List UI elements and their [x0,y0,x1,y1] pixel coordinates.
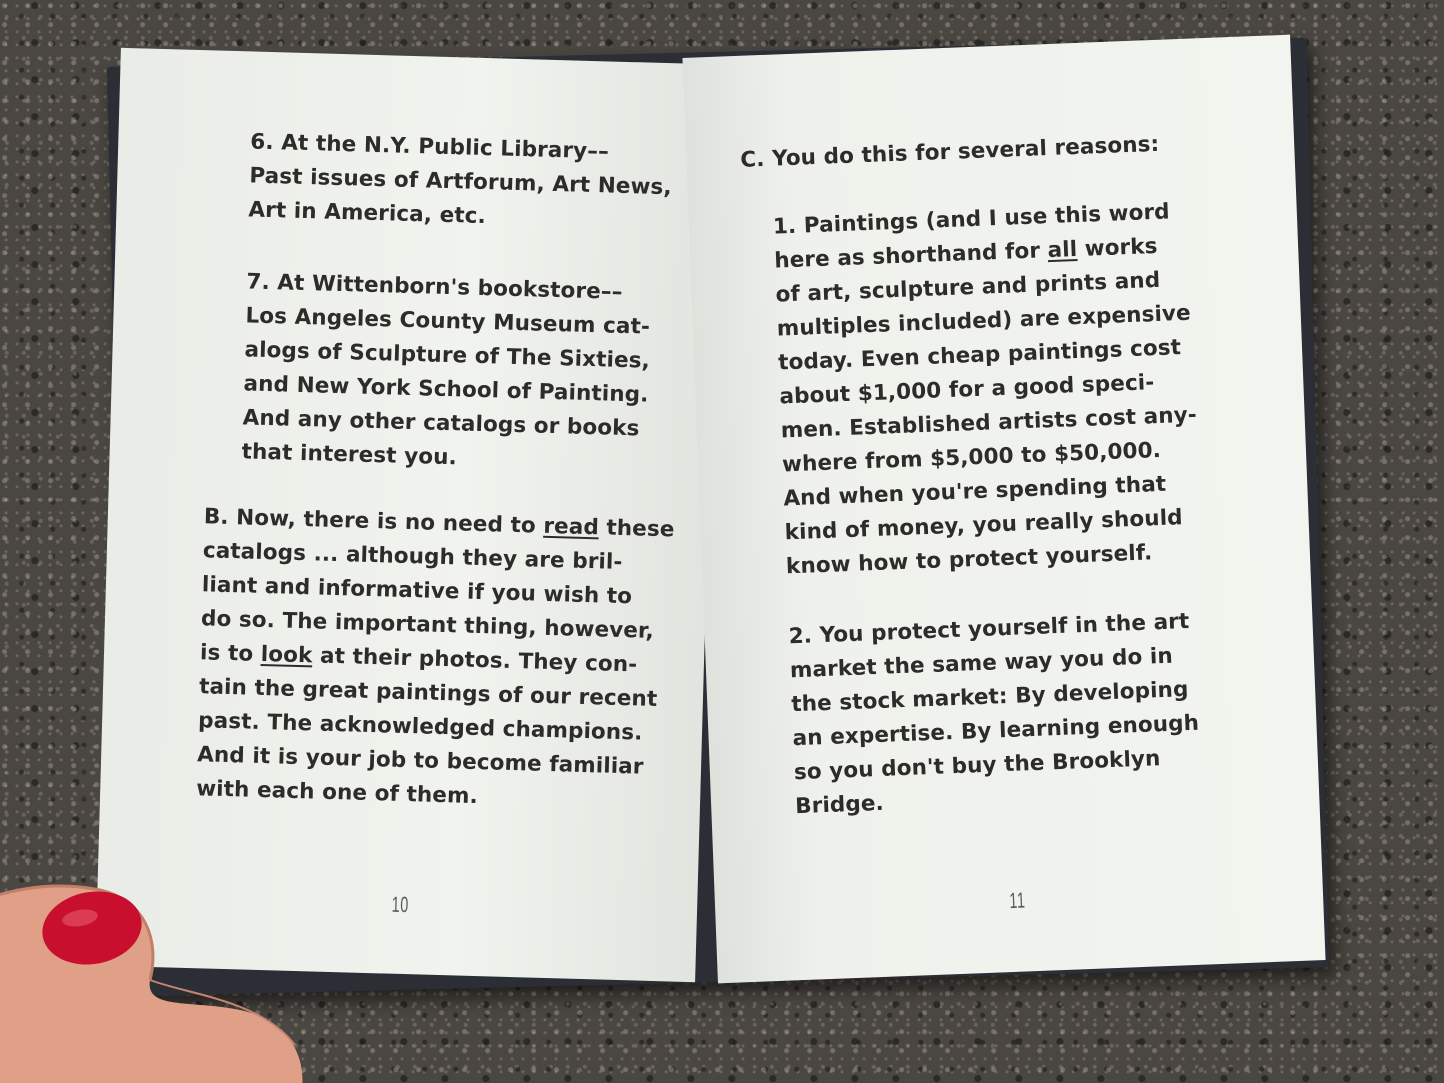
page-number-left: 10 [391,891,410,918]
section-c-heading: C. You do this for several reasons: [739,131,1160,173]
page-number-right: 11 [1008,887,1026,914]
underlined-read: read [543,513,600,541]
item-7-paragraph: 7. At Wittenborn's bookstore–– Los Angeles County Museum cat- alogs of Sculpture of The Sixties, and New York School of Painting. And any other catalogs or books that interest you. [241,269,651,471]
thumb-holding-book [0,870,330,1083]
item-6-paragraph: 6. At the N.Y. Public Library–– Past issues of Artforum, Art News, Art in America, etc. [248,129,673,230]
section-b-paragraph: B. Now, there is no need to read these catalogs ... although they are bril- liant and informative if you wish to do so. The important thing, however, is to look at their photos. They con- tain the great paintings of our recent past. The acknowledged champions. And it is your job to become familiar with each one of them. [195,504,675,810]
item-2-paragraph: 2. You protect yourself in the art market the same way you do in the stock market: By developing an expertise. By learning enough so you don't buy the Brooklyn Bridge. [788,608,1200,820]
item-1-paragraph: 1. Paintings (and I use this word here as shorthand for all works of art, sculpture and prints and multiples included) are expensive today. Even cheap paintings cost about $1,000 for a good speci- men. Established artists cost any- where from $5,000 to $50,000. And when you're spending that kind of money, you really should know how to protect yourself. [772,199,1198,580]
underlined-all: all [1047,237,1078,264]
underlined-look: look [260,641,313,669]
right-page [682,35,1325,984]
left-page [95,48,720,982]
